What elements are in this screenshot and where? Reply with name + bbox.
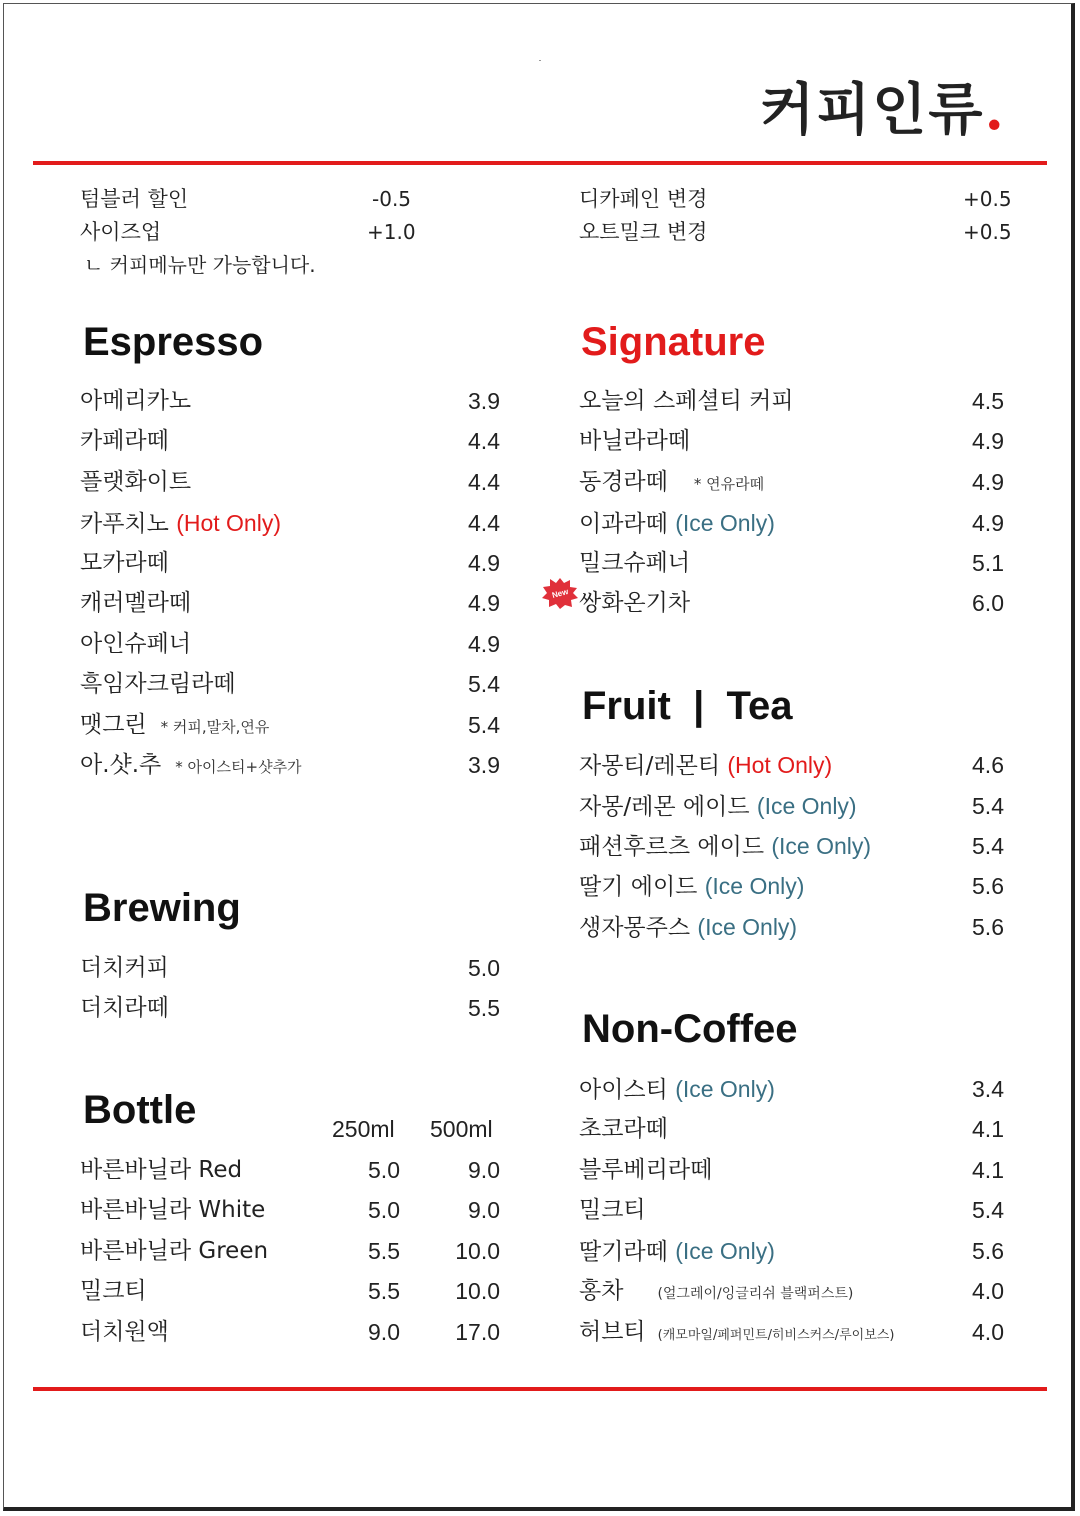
menu-item: [80, 624, 520, 664]
item-price: 4.0: [972, 1278, 1004, 1304]
item-name: [579, 1271, 853, 1314]
menu-item: [579, 907, 1019, 947]
item-price: 3.9: [468, 388, 500, 414]
item-name: 바른바닐라 White: [80, 1197, 266, 1223]
item-price: 4.9: [468, 590, 500, 616]
new-badge-text: New: [551, 587, 570, 600]
item-name: [80, 705, 269, 747]
menu-item: [579, 866, 1019, 906]
item-name-text: 생자몽주스: [579, 915, 691, 941]
menu-item: [80, 1231, 520, 1271]
item-price: 4.6: [972, 752, 1004, 778]
top-divider: [33, 161, 1047, 165]
item-name: 바른바닐라 Green: [80, 1238, 269, 1264]
item-name: 플랫화이트: [80, 469, 192, 495]
item-note: * 커피,말차,연유: [160, 718, 270, 736]
option-row: [579, 184, 1019, 214]
item-name-text: 허브티: [579, 1319, 646, 1345]
menu-item: [579, 1190, 1019, 1230]
item-price: 5.4: [972, 833, 1004, 859]
menu-item: [579, 462, 1019, 502]
section-title-non-coffee: Non-Coffee: [582, 1007, 798, 1051]
item-name: [579, 745, 832, 786]
item-name: [579, 1069, 775, 1110]
item-name-text: 패션후르츠 에이드: [579, 834, 765, 860]
item-name-text: 딸기라떼: [579, 1239, 668, 1265]
item-name-text: 카푸치노: [80, 511, 169, 537]
menu-item: [579, 1231, 1019, 1271]
item-name-text: 자몽티/레몬티: [579, 753, 721, 779]
menu-item: [579, 381, 1019, 421]
item-price: 5.0: [468, 955, 500, 981]
item-price: 5.6: [972, 873, 1004, 899]
menu-item: [80, 503, 520, 543]
item-price: 4.9: [972, 510, 1004, 536]
item-price: 4.4: [468, 510, 500, 536]
item-price-250: 5.5: [368, 1278, 400, 1304]
option-value: +0.5: [963, 187, 1012, 211]
option-label: 오트밀크 변경: [579, 220, 708, 244]
item-name-text: 홍차: [579, 1278, 624, 1304]
menu-item: [579, 1312, 1019, 1352]
item-name: 밀크티: [579, 1197, 646, 1223]
menu-item: [80, 705, 520, 745]
ice-only-tag: (Ice Only): [675, 1238, 775, 1264]
item-price-500: 9.0: [468, 1157, 500, 1183]
section-title-signature: Signature: [581, 320, 766, 364]
item-name: 밀크슈페너: [579, 550, 691, 576]
item-price-250: 5.5: [368, 1238, 400, 1264]
item-note: (얼그레이/잉글리쉬 블랙퍼스트): [657, 1286, 854, 1302]
item-name: [80, 503, 281, 544]
item-price-250: 5.0: [368, 1197, 400, 1223]
menu-item: [80, 1150, 520, 1190]
item-price: 4.9: [468, 631, 500, 657]
option-label: 디카페인 변경: [579, 187, 708, 211]
item-name: [579, 503, 775, 544]
menu-item: [579, 503, 1019, 543]
item-price: 4.5: [972, 388, 1004, 414]
ice-only-tag: (Ice Only): [675, 510, 775, 536]
menu-item: [579, 1150, 1019, 1190]
item-name: 더치원액: [80, 1319, 169, 1345]
item-name: 바른바닐라 Red: [80, 1157, 243, 1183]
item-name-text: 맷그린: [80, 712, 147, 738]
item-name-text: 아.샷.추: [80, 752, 162, 778]
menu-item: [579, 1271, 1019, 1311]
menu-item: [579, 421, 1019, 461]
menu-item: [579, 1069, 1019, 1109]
menu-item: [80, 583, 520, 623]
hot-only-tag: (Hot Only): [176, 510, 281, 536]
item-price: 3.9: [468, 752, 500, 778]
ice-only-tag: (Ice Only): [756, 793, 857, 819]
option-row: [80, 217, 420, 247]
item-name: [579, 866, 804, 907]
item-price-500: 10.0: [455, 1278, 500, 1304]
item-name: 오늘의 스페셜티 커피: [579, 388, 794, 414]
item-name: 흑임자크림라떼: [80, 671, 236, 697]
item-price: 5.1: [972, 550, 1004, 576]
option-row: [80, 184, 420, 214]
item-name: [579, 907, 797, 948]
item-name: [579, 462, 764, 504]
item-name-text: 이과라떼: [579, 511, 668, 537]
menu-item: [80, 1271, 520, 1311]
item-price: 4.9: [972, 428, 1004, 454]
item-note: * 연유라떼: [693, 475, 765, 493]
brand-accent: .: [984, 77, 1006, 143]
item-name: 더치라떼: [80, 995, 169, 1021]
item-price: 4.9: [468, 550, 500, 576]
item-name: 카페라떼: [80, 428, 169, 454]
item-price: 4.4: [468, 428, 500, 454]
item-price: 5.4: [972, 1197, 1004, 1223]
item-name-text: 자몽/레몬 에이드: [579, 794, 750, 820]
option-label: 텀블러 할인: [80, 187, 189, 211]
menu-item: [80, 1190, 520, 1230]
item-price: 4.0: [972, 1319, 1004, 1345]
menu-item: [80, 421, 520, 461]
item-name-text: 아이스티: [579, 1077, 668, 1103]
item-price: 5.4: [972, 793, 1004, 819]
hot-only-tag: (Hot Only): [727, 752, 833, 778]
item-name-text: 딸기 에이드: [579, 874, 698, 900]
option-value: +1.0: [367, 220, 416, 244]
menu-item: [80, 948, 520, 988]
menu-item: [579, 745, 1019, 785]
section-title-brewing: Brewing: [83, 886, 241, 930]
item-price-500: 10.0: [455, 1238, 500, 1264]
bottle-size-250: 250ml: [332, 1116, 395, 1142]
item-price: 5.6: [972, 914, 1004, 940]
item-price: 6.0: [972, 590, 1004, 616]
bottle-size-500: 500ml: [430, 1116, 493, 1142]
menu-item: [80, 988, 520, 1028]
menu-item: [80, 664, 520, 704]
item-name: [579, 1231, 775, 1272]
item-price: 5.6: [972, 1238, 1004, 1264]
bottom-divider: [33, 1387, 1047, 1391]
item-name: 블루베리라떼: [579, 1157, 713, 1183]
menu-item: [579, 543, 1019, 583]
option-label: 사이즈업: [80, 220, 162, 244]
new-badge-icon: [541, 577, 579, 609]
menu-item: [579, 1109, 1019, 1149]
item-name: [579, 1312, 894, 1356]
option-value: +0.5: [963, 220, 1012, 244]
item-note: * 아이스티+샷추가: [175, 758, 302, 776]
item-price: 5.4: [468, 671, 500, 697]
section-title-espresso: Espresso: [83, 320, 264, 364]
ice-only-tag: (Ice Only): [771, 833, 872, 859]
item-name: 캐러멜라떼: [80, 590, 192, 616]
item-price: 4.9: [972, 469, 1004, 495]
item-name: 밀크티: [80, 1278, 147, 1304]
item-name: 바닐라라떼: [579, 428, 691, 454]
item-name: 초코라떼: [579, 1116, 668, 1142]
item-price-250: 5.0: [368, 1157, 400, 1183]
menu-item: [80, 1312, 520, 1352]
item-price-500: 17.0: [455, 1319, 500, 1345]
item-name: 아인슈페너: [80, 631, 192, 657]
item-price: 5.5: [468, 995, 500, 1021]
item-price-500: 9.0: [468, 1197, 500, 1223]
brand-name: 커피인류: [760, 77, 985, 143]
item-name: 아메리카노: [80, 388, 192, 414]
item-price: 5.4: [468, 712, 500, 738]
ice-only-tag: (Ice Only): [697, 914, 798, 940]
item-price-250: 9.0: [368, 1319, 400, 1345]
option-value: -0.5: [372, 187, 412, 211]
option-note: ㄴ 커피메뉴만 가능합니다.: [84, 253, 316, 277]
item-note: (캐모마일/페퍼민트/히비스커스/루이보스): [657, 1328, 895, 1343]
menu-item: [80, 543, 520, 583]
menu-item: [579, 826, 1019, 866]
section-title-fruit-tea: Fruit | Tea: [582, 684, 793, 728]
menu-item: [80, 462, 520, 502]
item-name: 쌍화온기차: [579, 590, 691, 616]
item-name: [579, 786, 857, 827]
item-price: 4.4: [468, 469, 500, 495]
item-name-text: 동경라떼: [579, 469, 668, 495]
item-name: 더치커피: [80, 955, 169, 981]
section-title-bottle: Bottle: [83, 1088, 197, 1132]
item-price: 4.1: [972, 1116, 1004, 1142]
brand-title: [760, 77, 1006, 143]
item-name: [80, 745, 302, 787]
ice-only-tag: (Ice Only): [704, 873, 805, 899]
item-name: [579, 826, 871, 867]
menu-item: [579, 786, 1019, 826]
item-name: 모카라떼: [80, 550, 169, 576]
ice-only-tag: (Ice Only): [675, 1076, 775, 1102]
menu-item: [80, 381, 520, 421]
print-mark: [539, 60, 541, 61]
option-row: [579, 217, 1019, 247]
menu-item: [579, 583, 1019, 623]
item-price: 3.4: [972, 1076, 1004, 1102]
menu-item: [80, 745, 520, 785]
item-price: 4.1: [972, 1157, 1004, 1183]
